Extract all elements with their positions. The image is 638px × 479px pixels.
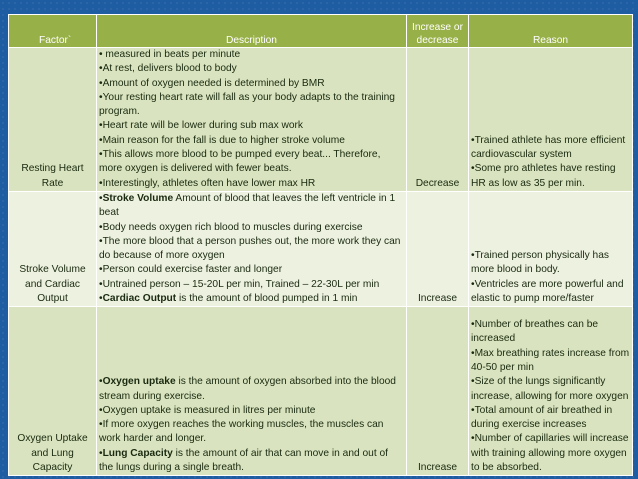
reason-cell — [469, 48, 633, 192]
header-description: Description — [97, 15, 407, 48]
description-line: •At rest, delivers blood to body — [99, 63, 237, 75]
description-line: •Lung Capacity is the amount of air that can move in and out of the lungs during a single breath. — [99, 447, 388, 474]
header-row — [9, 15, 633, 48]
header-increase-line1: Increase or — [412, 22, 463, 33]
description-line: • measured in beats per minute — [99, 49, 241, 60]
reason-cell — [469, 191, 633, 306]
description-line: •The more blood that a person pushes out, the more work they can do because of more oxygen — [99, 235, 401, 262]
description-line: •Untrained person – 15-20L per min, Trained – 22-30L per min — [99, 278, 380, 290]
description-line: •Oxygen uptake is measured in litres per minute — [99, 404, 316, 416]
table-row — [9, 307, 633, 476]
description-cell — [97, 307, 407, 476]
description-line: •If more oxygen reaches the working muscles, the muscles can work harder and longer. — [99, 419, 384, 445]
description-line: •Interestingly, athletes often have lower max HR — [99, 177, 316, 189]
description-line: •Main reason for the fall is due to higher stroke volume — [99, 134, 345, 146]
description-line: •Heart rate will be lower during sub max work — [99, 120, 303, 132]
header-reason: Reason — [469, 15, 633, 48]
description-line: •Person could exercise faster and longer — [99, 264, 283, 276]
description-line: •Amount of oxygen needed is determined by BMR — [99, 77, 325, 89]
reason-line: •Some pro athletes have resting HR as low as 35 per min. — [471, 163, 616, 189]
reason-line: •Total amount of air breathed in during exercise increases — [471, 404, 613, 431]
training-effects-table — [8, 14, 633, 476]
reason-line: •Number of breathes can be increased — [471, 319, 599, 345]
table-row — [9, 48, 633, 192]
change-cell: Decrease — [407, 48, 469, 192]
description-line: •Oxygen uptake is the amount of oxygen absorbed into the blood stream during exercise. — [99, 376, 396, 402]
description-cell — [97, 191, 407, 306]
header-increase-line2: decrease — [416, 35, 459, 46]
change-cell: Increase — [407, 307, 469, 476]
description-line: •Stroke Volume Amount of blood that leaves the left ventricle in 1 beat — [99, 192, 396, 219]
reason-line: •Number of capillaries will increase with training allowing more oxygen to be absorbed. — [471, 433, 629, 474]
description-line: •Your resting heart rate will fall as your body adapts to the training program. — [99, 91, 395, 118]
table-row — [9, 191, 633, 306]
header-increase-or-decrease — [407, 15, 469, 48]
description-line: •This allows more blood to be pumped every beat... Therefore, more oxygen is delivered with fewer beats. — [99, 149, 381, 175]
reason-line: •Size of the lungs significantly increase, allowing for more oxygen — [471, 376, 629, 402]
reason-line: •Max breathing rates increase from 40-50 per min — [471, 347, 630, 373]
reason-line: •Ventricles are more powerful and elastic to pump more/faster — [471, 278, 624, 305]
factor-cell: Stroke Volume and Cardiac Output — [9, 191, 97, 306]
header-factor: Factor` — [9, 15, 97, 48]
factor-cell: Oxygen Uptake and Lung Capacity — [9, 307, 97, 476]
reason-line: •Trained person physically has more blood in body. — [471, 250, 609, 276]
change-cell: Increase — [407, 191, 469, 306]
reason-line: •Trained athlete has more efficient cardiovascular system — [471, 134, 626, 161]
description-line: •Cardiac Output is the amount of blood pumped in 1 min — [99, 293, 358, 305]
description-line: •Body needs oxygen rich blood to muscles during exercise — [99, 221, 363, 233]
factor-cell: Resting Heart Rate — [9, 48, 97, 192]
description-cell — [97, 48, 407, 192]
reason-cell — [469, 307, 633, 476]
